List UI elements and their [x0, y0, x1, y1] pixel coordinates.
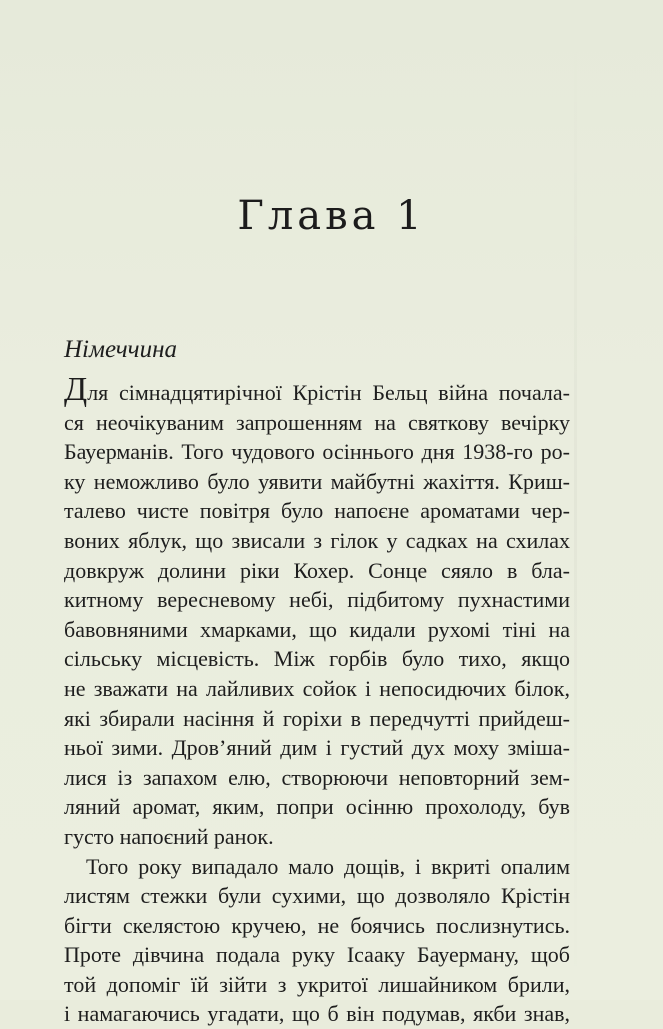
text-line-content: ля сімнадцятирічної Крістін Бельц війна почала-: [87, 380, 570, 405]
text-line: сільську місцевість. Між горбів було тихо, якщо: [64, 646, 570, 672]
text-line: які збирали насіння й горіхи в передчутті прийдеш-: [64, 705, 570, 731]
text-line: не зважати на лайливих сойок і непосидючих білок,: [64, 675, 570, 701]
text-line: Проте дівчина подала руку Ісааку Бауерману, щоб: [64, 942, 570, 968]
text-line: ку неможливо було уявити майбутні жахіття. Криш-: [64, 468, 570, 494]
text-line: той допоміг їй зійти з укритої лишайником брили,: [64, 971, 570, 997]
text-line: талево чисте повітря було напоєне ароматами чер-: [64, 498, 570, 524]
text-line: лися із запахом елю, створюючи неповторний зем-: [64, 764, 570, 790]
section-title: Німеччина: [64, 336, 177, 363]
text-line: ся неочікуваним запрошенням на святкову вечірку: [64, 409, 570, 435]
text-line: листям стежки були сухими, що дозволяло Крістін: [64, 883, 570, 909]
text-line: [64, 371, 570, 408]
body-text: [64, 371, 570, 1029]
text-line: густо напоєний ранок.: [64, 823, 274, 849]
text-line: довкруж долини ріки Кохер. Сонце сяяло в бла-: [64, 557, 570, 583]
chapter-title: Глава 1: [237, 193, 426, 239]
text-line: ляний аромат, яким, попри осінню прохолоду, був: [64, 794, 570, 820]
page-edge-shadow: [574, 0, 577, 1000]
drop-cap: Д: [64, 371, 88, 408]
text-line: Того року випадало мало дощів, і вкриті опалим: [86, 853, 570, 879]
text-line: бавовняними хмарками, що кидали рухомі тіні на: [64, 616, 570, 642]
text-line: і намагаючись угадати, що б він подумав, якби знав,: [64, 1001, 570, 1027]
text-line: Бауерманів. Того чудового осіннього дня 1938-го ро-: [64, 439, 570, 465]
text-line: ньої зими. Дров’яний дим і густий дух моху зміша-: [64, 735, 570, 761]
text-line: бігти скелястою кручею, не боячись послизнутись.: [64, 912, 570, 938]
text-line: китному вересневому небі, підбитому пухнастими: [64, 587, 570, 613]
text-line: воних яблук, що звисали з гілок у садках на схилах: [64, 527, 570, 553]
